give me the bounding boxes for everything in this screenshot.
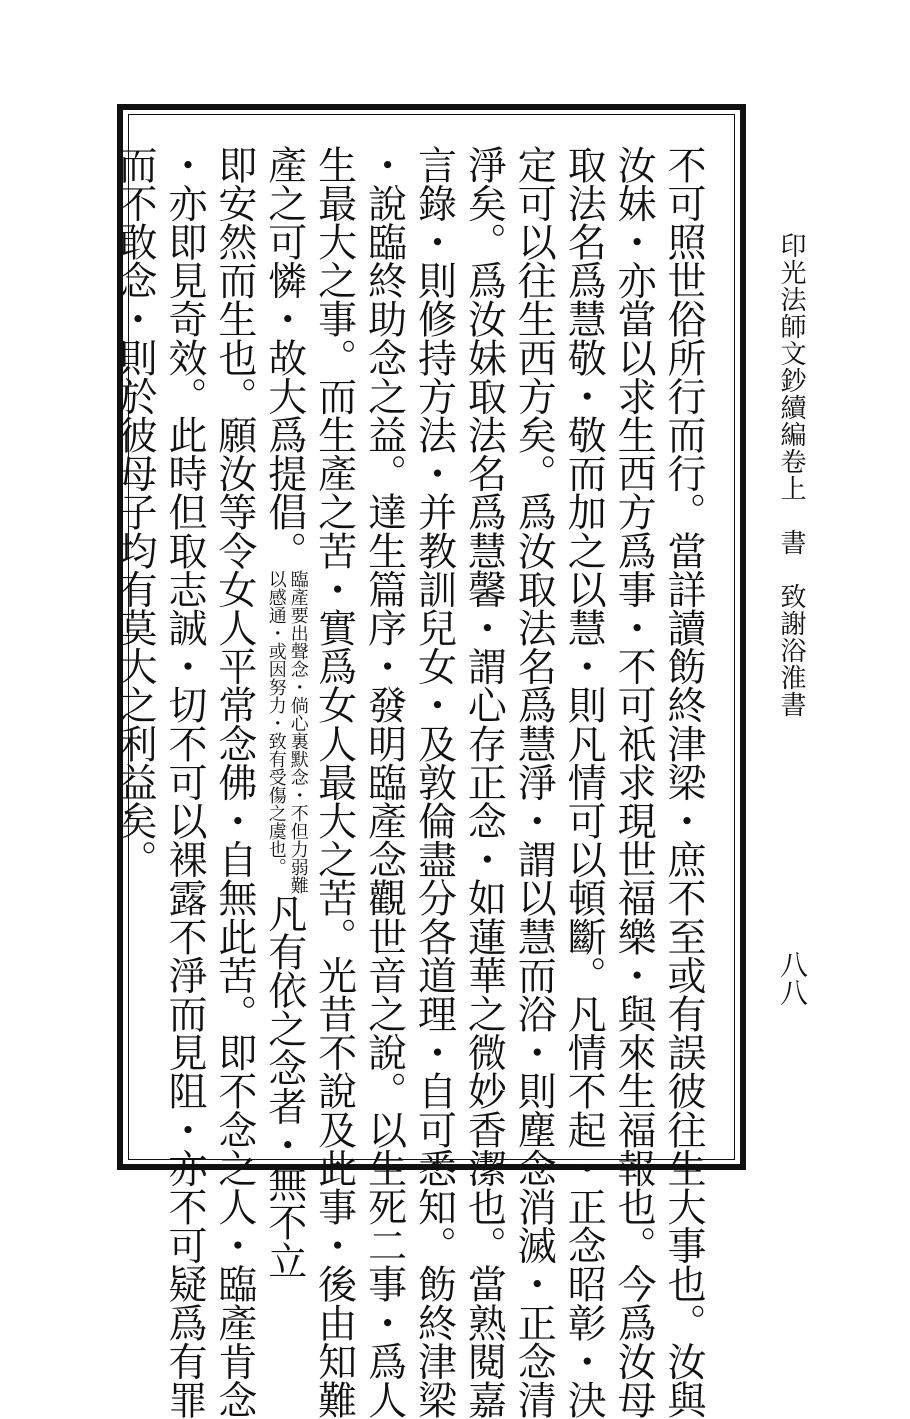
text-column-2: 汝妹・亦當以求生西方爲事・不可祇求現世福樂・與來生福報也。今爲汝母 xyxy=(611,145,657,1419)
text-column-10: 即安然而生也。願汝等令女人平常念佛・自無此苦。即不念之人・臨產肯念 xyxy=(211,145,257,1419)
interlinear-note: 臨產要出聲念・倘心裏默念・不但力弱難 以感通・或因努力・致有受傷之虞也。 xyxy=(265,569,309,894)
text-column-5: 淨矣。爲汝妹取法名爲慧馨・謂心存正念・如蓮華之微妙香潔也。當熟閱嘉 xyxy=(461,145,507,1419)
text-column-3: 取法名爲慧敬・敬而加之以慧・則凡情可以頓斷。凡情不起・正念昭彰・決 xyxy=(561,145,607,1419)
text-column-9-end: 凡有依之念者・無不立 xyxy=(261,893,307,1280)
running-header: 印光法師文鈔續編卷上 書 致謝浴淮書 xyxy=(776,232,806,718)
text-column-12: 而不敢念・則於彼母子均有莫大之利益矣。 xyxy=(112,145,158,879)
body-text xyxy=(112,145,708,1419)
text-column-6: 言錄・則修持方法・并教訓兒女・及敦倫盡分各道理・自可悉知。飭終津梁 xyxy=(411,145,457,1419)
text-column-11: ・亦即見奇效。此時但取志誠・切不可以裸露不淨而見阻・亦不可疑爲有罪 xyxy=(161,145,207,1419)
page-number: 八八 xyxy=(776,950,809,1006)
text-column-4: 定可以往生西方矣。爲汝取法名爲慧淨・謂以慧而浴・則塵念消滅・正念清 xyxy=(511,145,557,1419)
text-column-9-start: 產之可憐・故大爲提倡。 xyxy=(261,145,307,570)
text-column-8: 生最大之事。而生產之苦・實爲女人最大之苦。光昔不說及此事・後由知難 xyxy=(311,145,357,1419)
text-column-7: ・說臨終助念之益。達生篇序・發明臨產念觀世音之說。以生死二事・爲人 xyxy=(361,145,407,1419)
text-column-1: 不可照世俗所行而行。當詳讀飭終津梁・庶不至或有誤彼往生大事也。汝與 xyxy=(661,145,706,1419)
